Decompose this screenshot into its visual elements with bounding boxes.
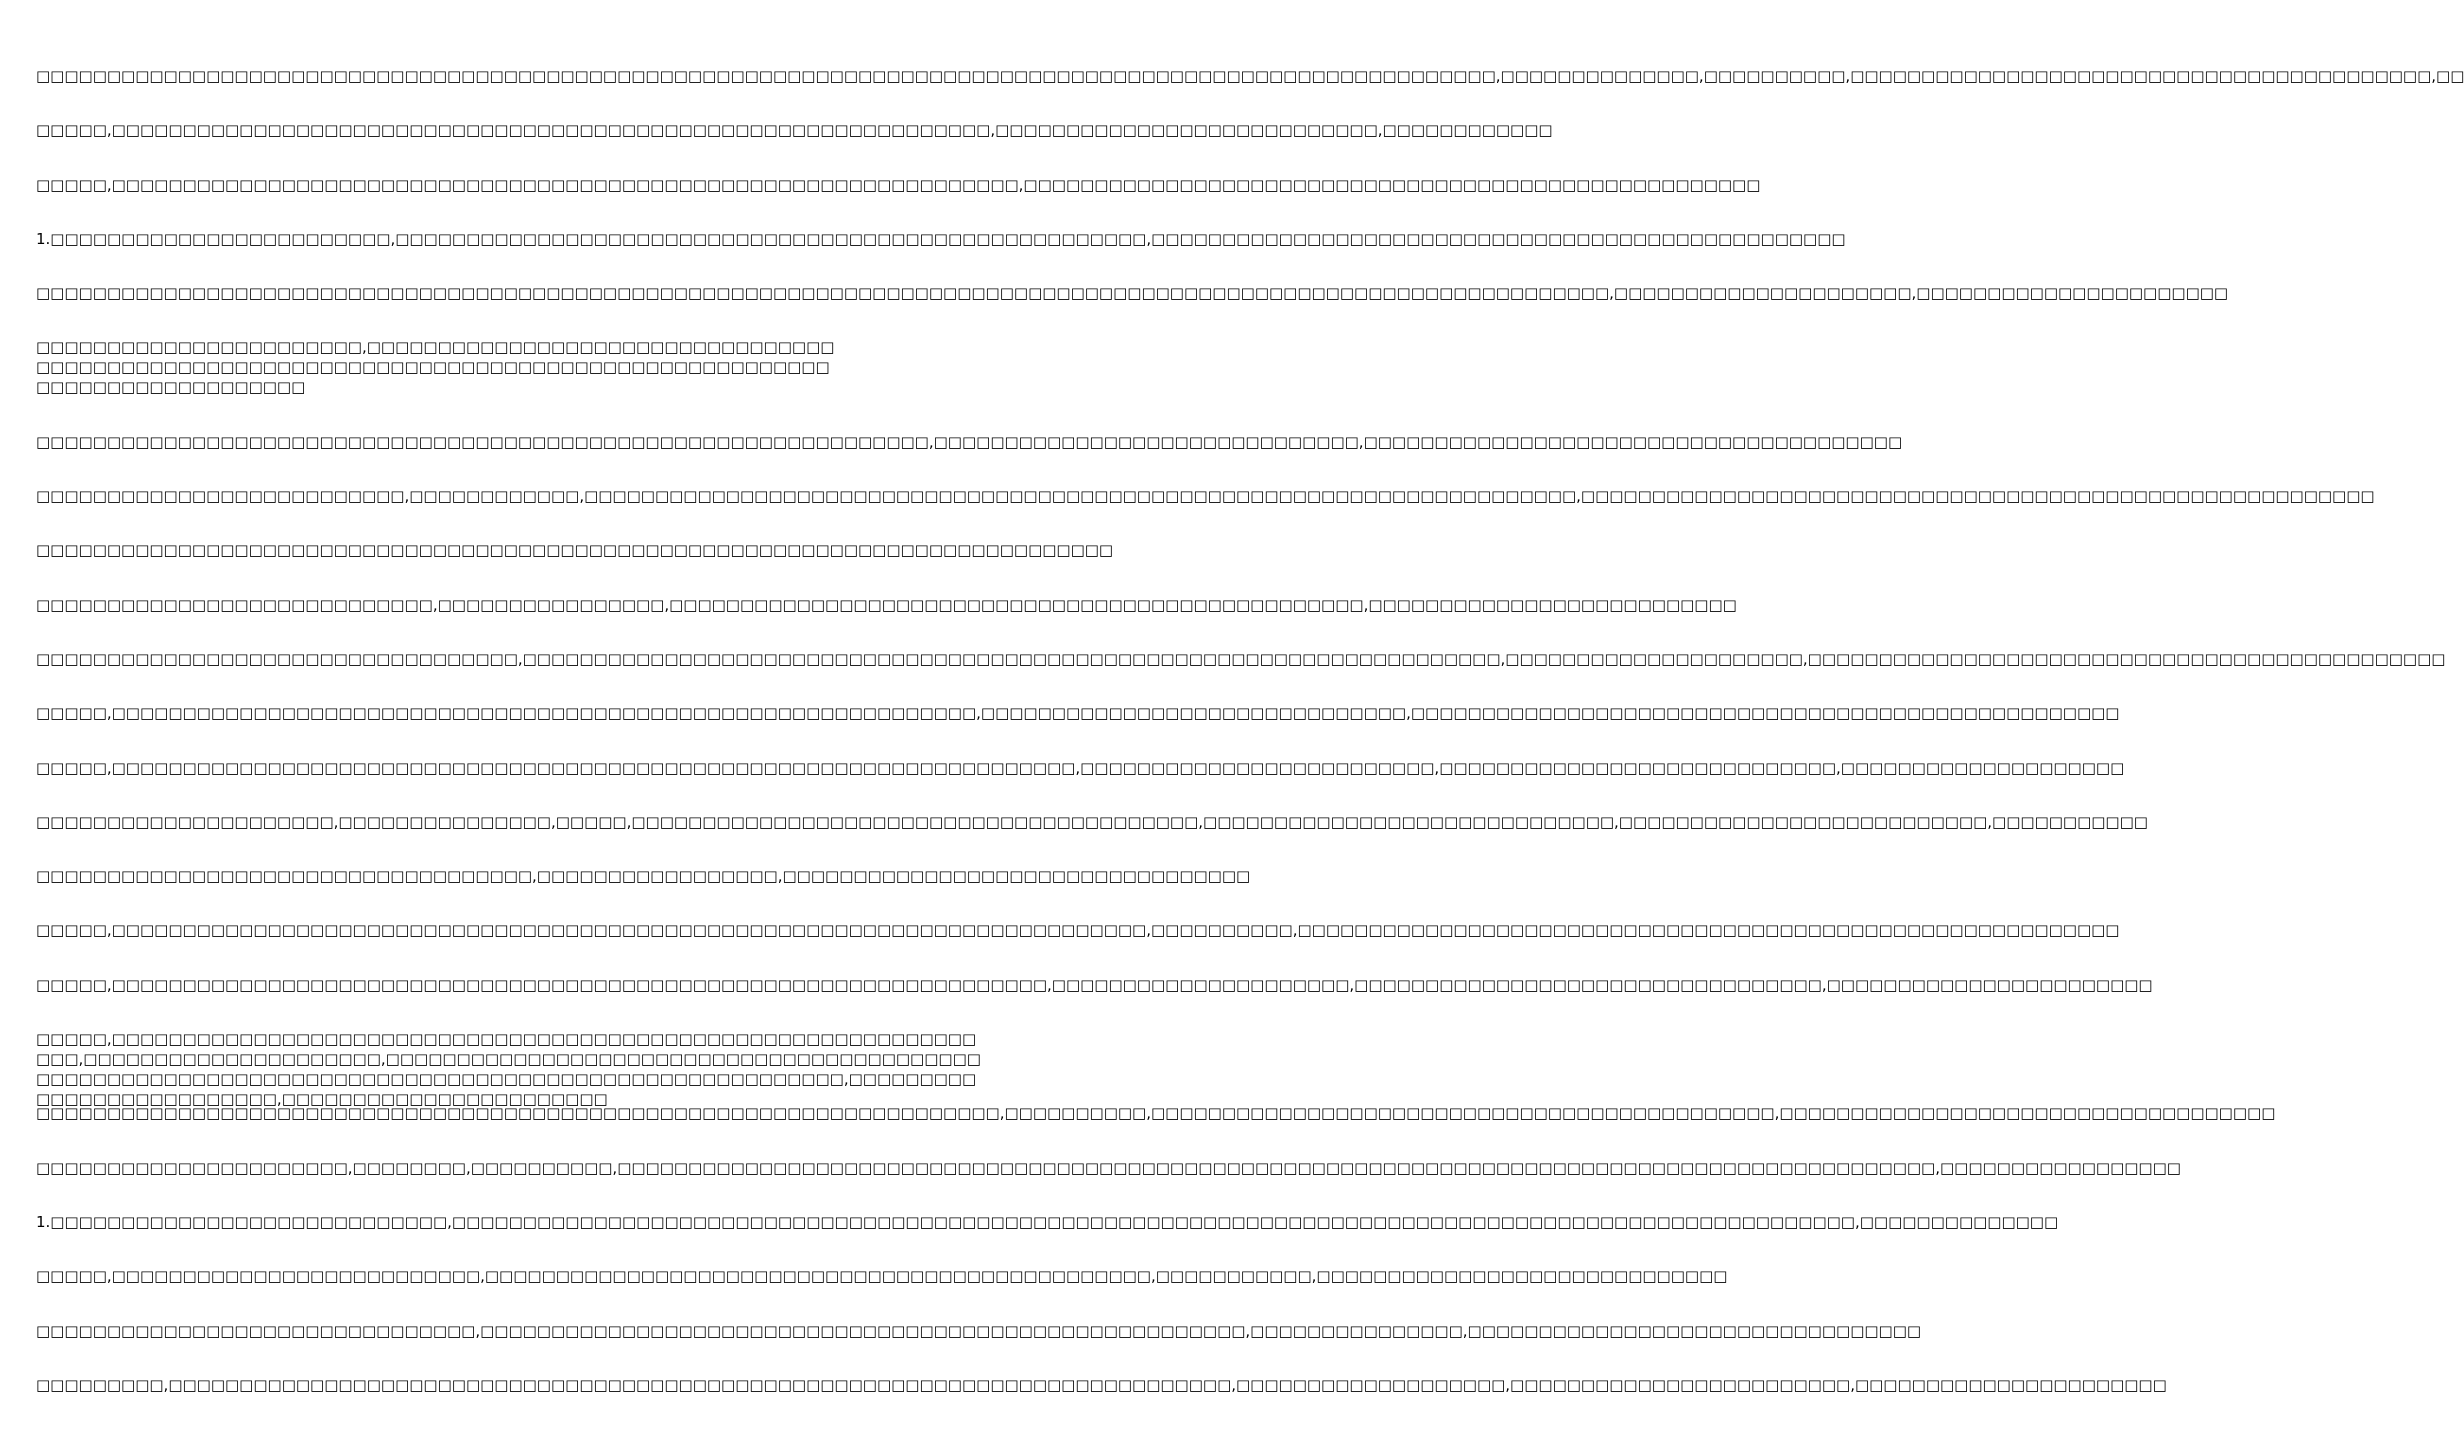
paragraph-2: □□□□□,□□□□□□□□□□□□□□□□□□□□□□□□□□□□□□□□□□□□□□□□□□□□□□□□□□□□□□□□□□□□□□,□□□□□□□□□□□□□□□□□□□□□□□□□□□,□□□□□□□□□□□□ xyxy=(36,121,1553,140)
paragraph-8: □□□□□□□□□□□□□□□□□□□□□□□□□□,□□□□□□□□□□□□,□□□□□□□□□□□□□□□□□□□□□□□□□□□□□□□□□□□□□□□□□□□□□□□□□□□□□□□□□□□□□□□□□□□□□□,□□□□□□□□□□□□□□□□□□□□□□□□□□□□□□□□□□□□□□□□□□□□□□□□□□□□□□□□ xyxy=(36,487,2375,506)
paragraph-24: □□□□□□□□□,□□□□□□□□□□□□□□□□□□□□□□□□□□□□□□□□□□□□□□□□□□□□□□□□□□□□□□□□□□□□□□□□□□□□□□□□□□□,□□□□□□□□□□□□□□□□□□□,□□□□□□□□□□□□□□□□□□□□□□□□,□□□□□□□□□□□□□□□□□□□□□□ xyxy=(36,1375,2167,1394)
paragraph-14: □□□□□□□□□□□□□□□□□□□□□,□□□□□□□□□□□□□□□,□□□□□,□□□□□□□□□□□□□□□□□□□□□□□□□□□□□□□□□□□□□□□□,□□□□□□□□□□□□□□□□□□□□□□□□□□□□□,□□□□□□□□□□□□□□□□□□□□□□□□□□,□□□□□□□□□□□ xyxy=(36,812,2148,831)
paragraph-15: □□□□□□□□□□□□□□□□□□□□□□□□□□□□□□□□□□□,□□□□□□□□□□□□□□□□□,□□□□□□□□□□□□□□□□□□□□□□□□□□□□□□□□□ xyxy=(36,867,1251,886)
paragraph-23: □□□□□□□□□□□□□□□□□□□□□□□□□□□□□□□,□□□□□□□□□□□□□□□□□□□□□□□□□□□□□□□□□□□□□□□□□□□□□□□□□□□□□□,□□□□□□□□□□□□□□□,□□□□□□□□□□□□□□□□□□□□□□□□□□□□□□□□ xyxy=(36,1321,1922,1340)
paragraph-1: □□□□□□□□□□□□□□□□□□□□□□□□□□□□□□□□□□□□□□□□□□□□□□□□□□□□□□□□□□□□□□□□□□□□□□□□□□□□□□□□□□□□□□□□□□□□□□□□□□□□□□□,□□□□□□□□□□□□□□,□□□□□□□□□□,□□□□□□□□□□□□□□□□□□□□□□□□□□□□□□□□□□□□□□□□□,□□ xyxy=(36,67,2464,85)
paragraph-19: □□□□□□□□□□□□□□□□□□□□□□□□□□□□□□□□□□□□□□□□□□□□□□□□□□□□□□□□□□□□□□□□□□□□,□□□□□□□□□□,□□□□□□□□□□□□□□□□□□□□□□□□□□□□□□□□□□□□□□□□□□□□,□□□□□□□□□□□□□□□□□□□□□□□□□□□□□□□□□□□ xyxy=(36,1104,2276,1123)
paragraph-7: □□□□□□□□□□□□□□□□□□□□□□□□□□□□□□□□□□□□□□□□□□□□□□□□□□□□□□□□□□□□□□□,□□□□□□□□□□□□□□□□□□□□□□□□□□□□□□,□□□□□□□□□□□□□□□□□□□□□□□□□□□□□□□□□□□□□□ xyxy=(36,432,1903,451)
paragraph-5: □□□□□□□□□□□□□□□□□□□□□□□□□□□□□□□□□□□□□□□□□□□□□□□□□□□□□□□□□□□□□□□□□□□□□□□□□□□□□□□□□□□□□□□□□□□□□□□□□□□□□□□□□□□□□□□,□□□□□□□□□□□□□□□□□□□□□,□□□□□□□□□□□□□□□□□□□□□□ xyxy=(36,284,2229,303)
paragraph-11: □□□□□□□□□□□□□□□□□□□□□□□□□□□□□□□□□□,□□□□□□□□□□□□□□□□□□□□□□□□□□□□□□□□□□□□□□□□□□□□□□□□□□□□□□□□□□□□□□□□□□□□□,□□□□□□□□□□□□□□□□□□□□□,□□□□□□□□□□□□□□□□□□□□□□□□□□□□□□□□□□□□□□□□□□□□□ xyxy=(36,649,2446,668)
paragraph-12: □□□□□,□□□□□□□□□□□□□□□□□□□□□□□□□□□□□□□□□□□□□□□□□□□□□□□□□□□□□□□□□□□□□,□□□□□□□□□□□□□□□□□□□□□□□□□□□□□□,□□□□□□□□□□□□□□□□□□□□□□□□□□□□□□□□□□□□□□□□□□□□□□□□□□ xyxy=(36,704,2120,723)
paragraph-20: □□□□□□□□□□□□□□□□□□□□□□,□□□□□□□□,□□□□□□□□□□,□□□□□□□□□□□□□□□□□□□□□□□□□□□□□□□□□□□□□□□□□□□□□□□□□□□□□□□□□□□□□□□□□□□□□□□□□□□□□□□□□□□□□□□□□□□□□,□□□□□□□□□□□□□□□□□ xyxy=(36,1158,2181,1177)
paragraph-17: □□□□□,□□□□□□□□□□□□□□□□□□□□□□□□□□□□□□□□□□□□□□□□□□□□□□□□□□□□□□□□□□□□□□□□□□,□□□□□□□□□□□□□□□□□□□□□,□□□□□□□□□□□□□□□□□□□□□□□□□□□□□□□□□,□□□□□□□□□□□□□□□□□□□□□□□ xyxy=(36,975,2153,994)
paragraph-13: □□□□□,□□□□□□□□□□□□□□□□□□□□□□□□□□□□□□□□□□□□□□□□□□□□□□□□□□□□□□□□□□□□□□□□□□□□,□□□□□□□□□□□□□□□□□□□□□□□□□,□□□□□□□□□□□□□□□□□□□□□□□□□□□□,□□□□□□□□□□□□□□□□□□□□ xyxy=(36,758,2125,777)
paragraph-18: □□□□□,□□□□□□□□□□□□□□□□□□□□□□□□□□□□□□□□□□□□□□□□□□□□□□□□□□□□□□□□□□□□□□□□,□□□□□□□□□□□□□□□□□□□□□,□□□□□□□□□□□□□□□□□□□□□□□□□□□□□□□□□□□□□□□□□□□□□□□□□□□□□□□□□□□□□□□□□□□□□□□□□□□□□□□□□□□□□□□□□□□□□□□□□□□,□□□□□□□□□□□□□□□□□□□□□□□□□□,□□□□□□□□□□□□□□□□□□□□□□□ xyxy=(36,1030,981,1109)
paragraph-22: □□□□□,□□□□□□□□□□□□□□□□□□□□□□□□□□,□□□□□□□□□□□□□□□□□□□□□□□□□□□□□□□□□□□□□□□□□□□□□□□,□□□□□□□□□□□,□□□□□□□□□□□□□□□□□□□□□□□□□□□□□ xyxy=(36,1267,1728,1286)
paragraph-4: 1.□□□□□□□□□□□□□□□□□□□□□□□□,□□□□□□□□□□□□□□□□□□□□□□□□□□□□□□□□□□□□□□□□□□□□□□□□□□□□□,□□□□□□□□□□□□□□□□□□□□□□□□□□□□□□□□□□□□□□□□□□□□□□□□□ xyxy=(36,229,1846,248)
paragraph-3: □□□□□,□□□□□□□□□□□□□□□□□□□□□□□□□□□□□□□□□□□□□□□□□□□□□□□□□□□□□□□□□□□□□□□□,□□□□□□□□□□□□□□□□□□□□□□□□□□□□□□□□□□□□□□□□□□□□□□□□□□□□ xyxy=(36,175,1761,194)
paragraph-6: □□□□□□□□□□□□□□□□□□□□□□□,□□□□□□□□□□□□□□□□□□□□□□□□□□□□□□□□□□□□□□□□□□□□□□□□□□□□□□□□□□□□□□□□□□□□□□□□□□□□□□□□□□□□□□□□□□□□□□□□□□□□□□□□□□□□ xyxy=(36,338,835,397)
paragraph-10: □□□□□□□□□□□□□□□□□□□□□□□□□□□□,□□□□□□□□□□□□□□□□,□□□□□□□□□□□□□□□□□□□□□□□□□□□□□□□□□□□□□□□□□□□□□□□□□,□□□□□□□□□□□□□□□□□□□□□□□□□□ xyxy=(36,595,1737,614)
paragraph-21: 1.□□□□□□□□□□□□□□□□□□□□□□□□□□□□,□□□□□□□□□□□□□□□□□□□□□□□□□□□□□□□□□□□□□□□□□□□□□□□□□□□□□□□□□□□□□□□□□□□□□□□□□□□□□□□□□□□□□□□□□□□□□□□□□□□,□□□□□□□□□□□□□□ xyxy=(36,1212,2059,1231)
paragraph-9: □□□□□□□□□□□□□□□□□□□□□□□□□□□□□□□□□□□□□□□□□□□□□□□□□□□□□□□□□□□□□□□□□□□□□□□□□□□□ xyxy=(36,541,1114,560)
paragraph-16: □□□□□,□□□□□□□□□□□□□□□□□□□□□□□□□□□□□□□□□□□□□□□□□□□□□□□□□□□□□□□□□□□□□□□□□□□□□□□□□,□□□□□□□□□□,□□□□□□□□□□□□□□□□□□□□□□□□□□□□□□□□□□□□□□□□□□□□□□□□□□□□□□□□□□ xyxy=(36,921,2120,940)
document-body xyxy=(36,66,2464,1429)
